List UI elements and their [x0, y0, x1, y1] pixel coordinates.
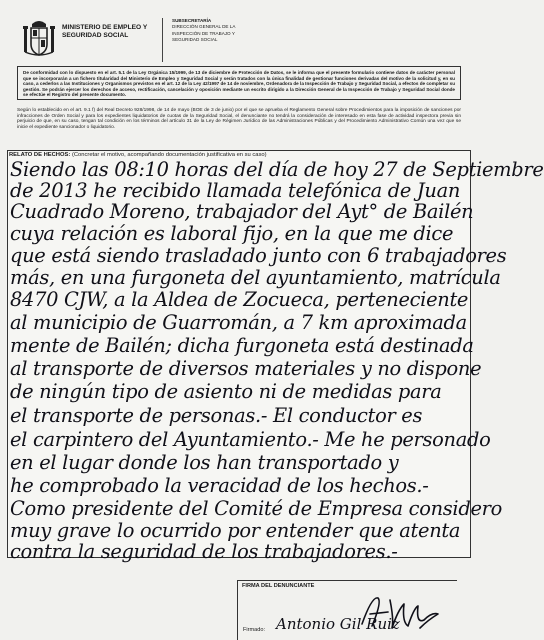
handwritten-line: el transporte de personas.- El conductor es — [10, 404, 423, 427]
legal-paragraph: Según lo establecido en el art. 9.1 f) del Real Decreto 928/1998, de 14 de mayo (BOE de 3 de junio) por el que se aprueba el Reglamento General sobre Procedimientos para la imposición de sanciones por infracciones de Orden Social y para los expedientes liquidatorios de cuotas de la Seguridad Social, el denunciante no tendrá la consideración de interesado en esta fase de actividad inspectora previa sin perjuicio de que, en su caso, tengan tal condición en los términos del artículo 31 de la Ley de Régimen Jurídico de las Administraciones Públicas y del Procedimiento Administrativo Común una vez que se inicie el expediente sancionador o liquidatorio. — [17, 108, 461, 130]
coat-of-arms-icon — [22, 18, 56, 60]
department-line-2: DIRECCIÓN GENERAL DE LA — [172, 24, 236, 30]
department-block — [172, 18, 292, 44]
department-line-1: SUBSECRETARÍA — [172, 18, 212, 23]
handwritten-line: al municipio de Guarromán, a 7 km aproximada — [10, 311, 467, 334]
handwritten-line: en el lugar donde los han transportado y — [10, 451, 399, 474]
signature-scribble-icon — [358, 590, 444, 634]
ministry-name: MINISTERIO DE EMPLEO Y SEGURIDAD SOCIAL — [62, 24, 148, 40]
privacy-notice-text: De conformidad con lo dispuesto en el art. 5.1 de la Ley Orgánica 15/1999, de 13 de diciembre de Protección de Datos, se le informa que el presente formulario contiene datos de carácter personal que se incorporarán a un fichero titularidad del Ministerio de Empleo y Seguridad Social y serán tratados con la única finalidad de gestionar funciones derivadas del motivo de la solicitud y, en su caso, a cederlos a las Instituciones y Organismos previstos en el art. 12 de la Ley 42/1997 de 14 de noviembre, Ordenadora de la Inspección de Trabajo y Seguridad Social, a efectos de completar su gestión. Se podrán ejercer los derechos de acceso, rectificación, cancelación y oposición mediante un escrito dirigido a la Dirección General de la Inspección de Trabajo y Seguridad Social donde se efectúe el Registro del presente documento. — [23, 70, 455, 97]
header-divider — [162, 18, 163, 62]
handwritten-line: Siendo las 08:10 horas del día de hoy 27 de Septiembre — [10, 158, 544, 181]
handwritten-line: que está siendo trasladado junto con 6 trabajadores — [10, 244, 507, 267]
signed-by-label: Firmado: — [243, 627, 266, 633]
handwritten-line: mente de Bailén; dicha furgoneta está destinada — [10, 334, 474, 357]
department-line-4: SEGURIDAD SOCIAL — [172, 37, 218, 43]
handwritten-line: Cuadrado Moreno, trabajador del Ayt° de Bailén — [10, 200, 474, 223]
handwritten-line: al transporte de diversos materiales y no dispone — [10, 357, 482, 380]
signature-title: FIRMA DEL DENUNCIANTE — [242, 583, 315, 589]
handwritten-line: muy grave lo ocurrido por entender que atenta — [10, 519, 461, 542]
form-header — [22, 18, 462, 62]
privacy-notice — [17, 66, 461, 100]
facts-title: RELATO DE HECHOS: — [9, 152, 71, 158]
signer-name: Antonio Gil Ruiz — [276, 615, 400, 633]
handwritten-line: Como presidente del Comité de Empresa considero — [10, 497, 502, 520]
handwritten-line: el carpintero del Ayuntamiento.- Me he personado — [10, 428, 491, 451]
facts-hint: (Concretar el motivo, acompañando documentación justificativa en su caso) — [71, 152, 267, 158]
handwritten-line: cuya relación es laboral fijo, en la que me dice — [10, 222, 454, 245]
department-line-3: INSPECCIÓN DE TRABAJO Y — [172, 30, 235, 36]
handwritten-line: he comprobado la veracidad de los hechos.- — [10, 474, 429, 497]
handwritten-line: de 2013 he recibido llamada telefónica de Juan — [10, 179, 461, 202]
handwritten-line: contra la seguridad de los trabajadores.- — [10, 540, 398, 563]
handwritten-line: de ningún tipo de asiento ni de medidas para — [10, 380, 442, 403]
handwritten-line: 8470 CJW, a la Aldea de Zocueca, perteneciente — [10, 288, 469, 311]
handwritten-line: más, en una furgoneta del ayuntamiento, matrícula — [10, 266, 501, 289]
